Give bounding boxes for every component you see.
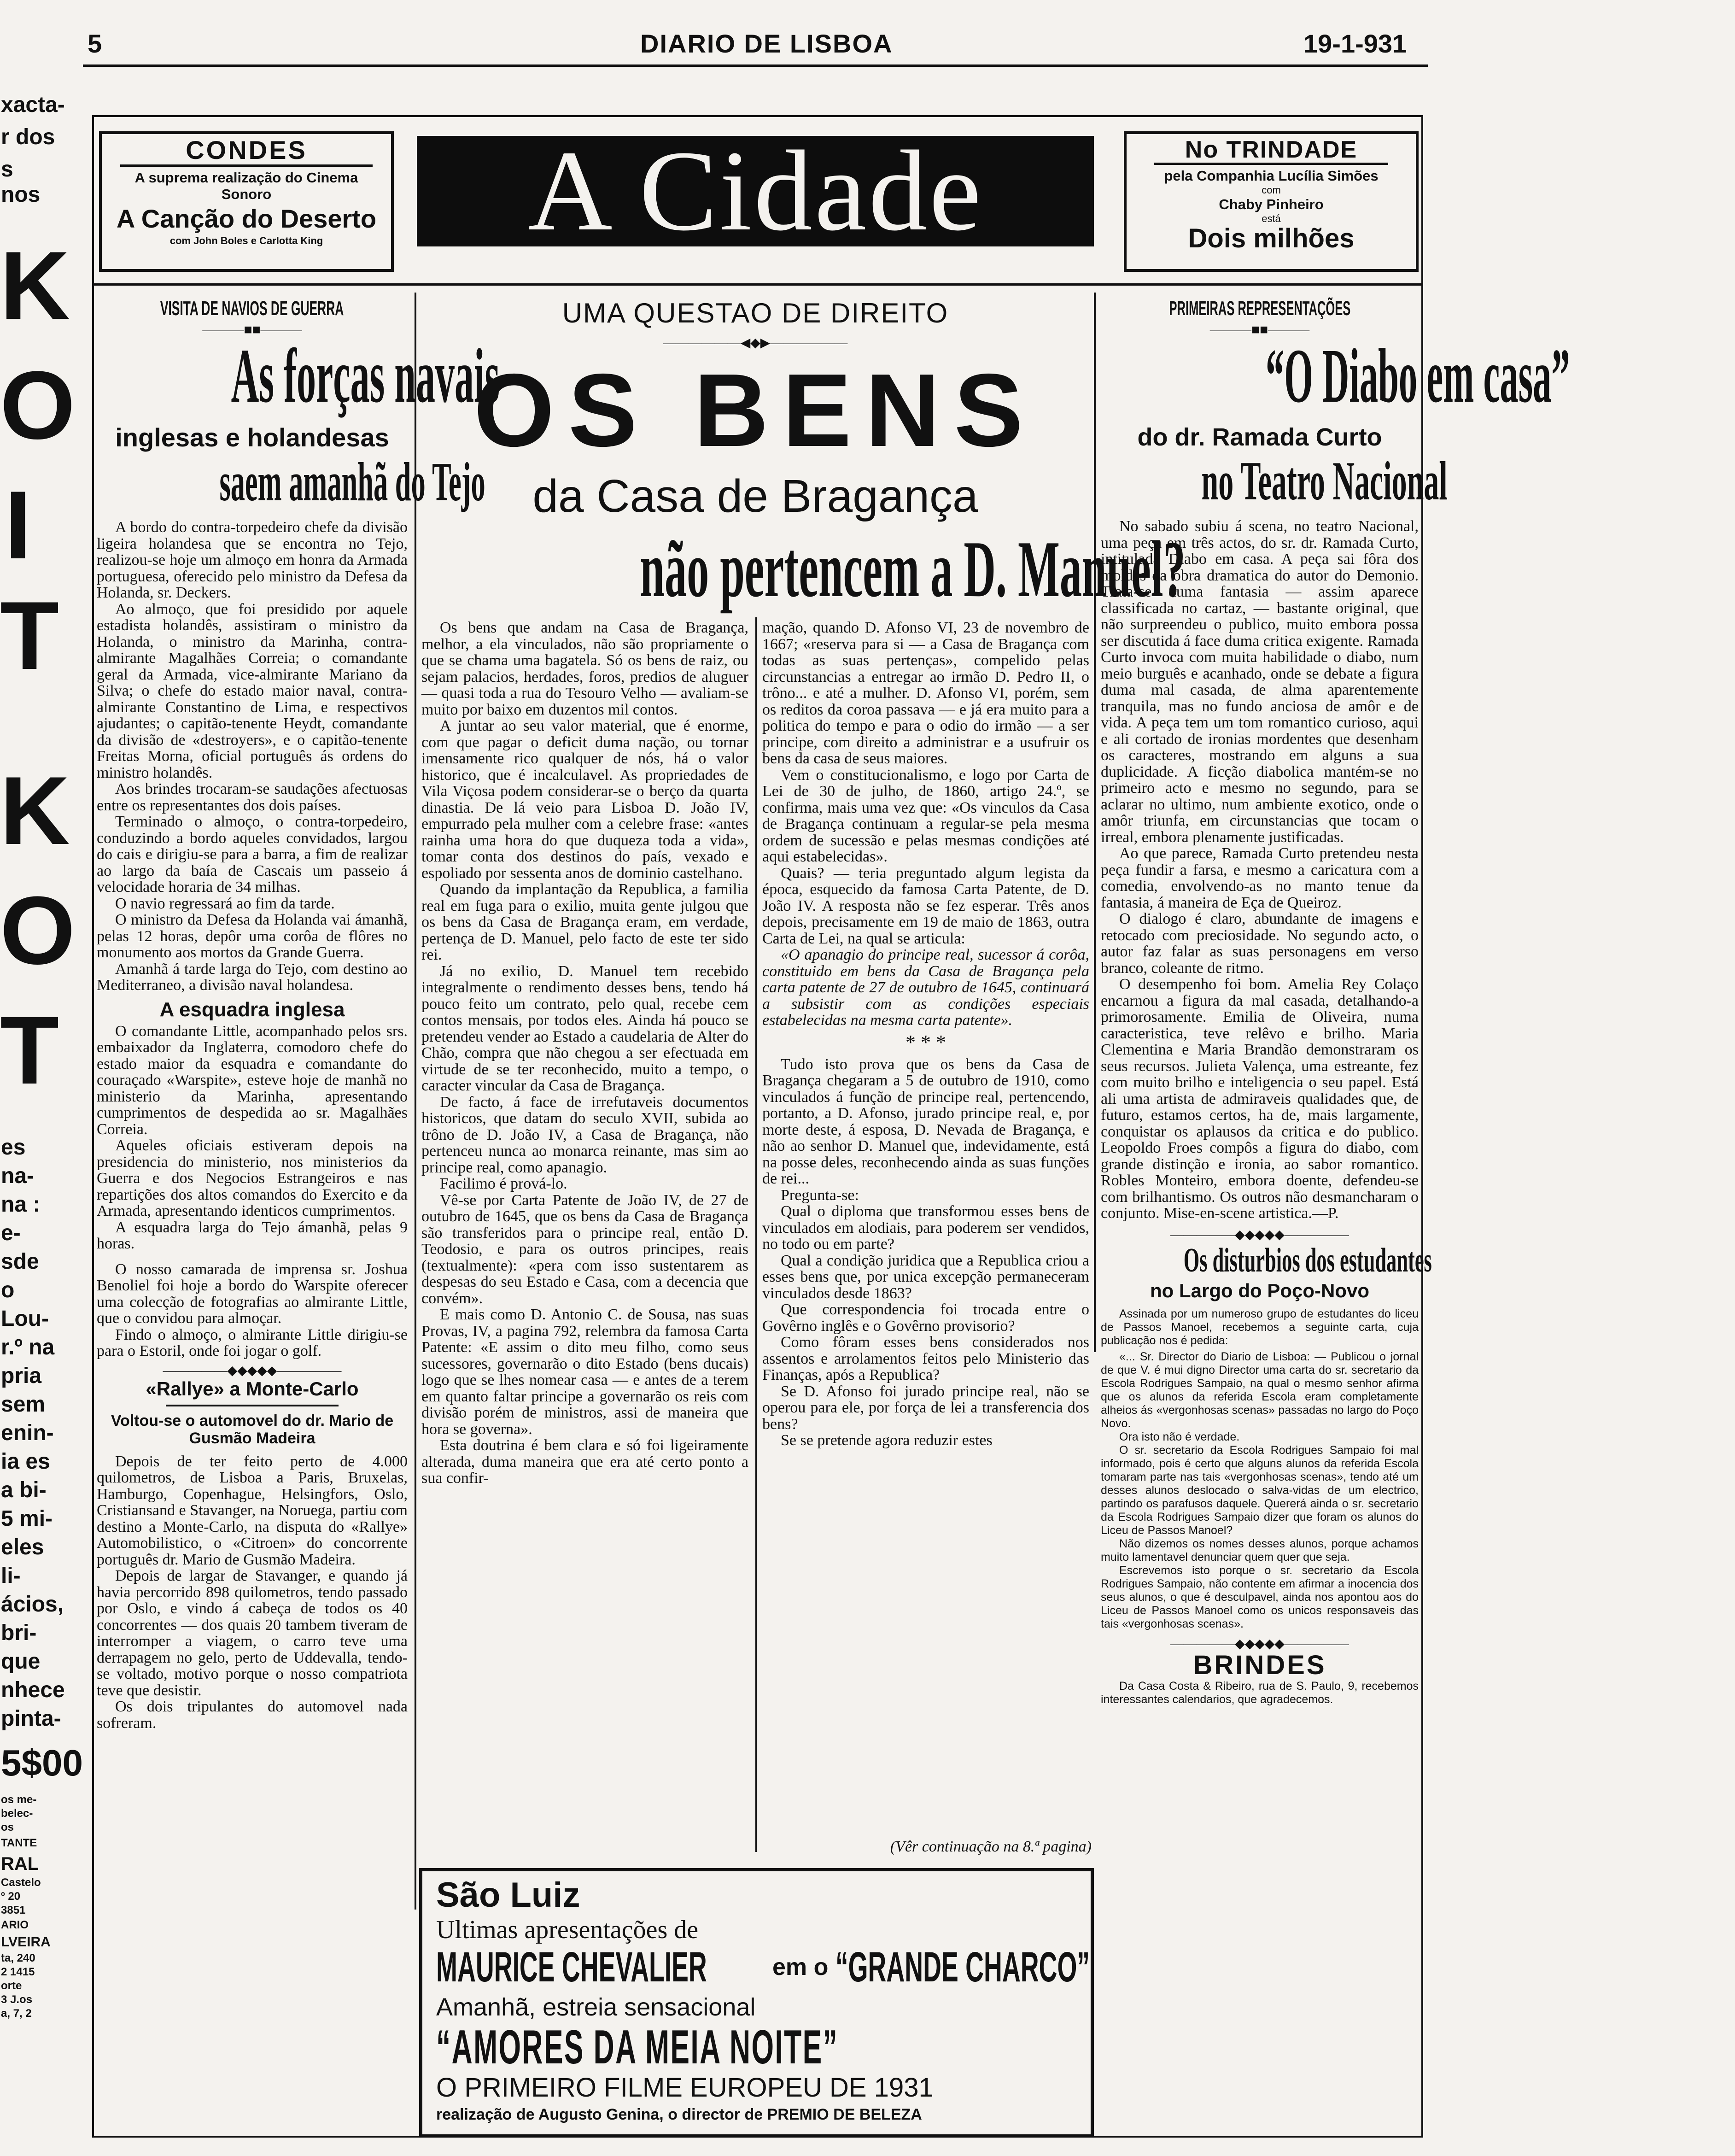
saoluiz-line2 xyxy=(436,1944,1090,1991)
disturbios-paragraph: Não dizemos os nomes desses alunos, porque achamos muito lamentavel denunciar quem quer que seja. xyxy=(1101,1537,1419,1564)
disturbios-separator: —————◆◆◆◆◆————— xyxy=(1170,1227,1349,1242)
column-divider xyxy=(755,617,757,1852)
bens-paragraph: A juntar ao seu valor material, que é enorme, com que pagar o deficit duma nação, ou tornar imensamente rico qualquer de nós, há o valor historico, que é incalculavel. As propriedades de Vila Viçosa podem considerar-se o berço da quarta dinastia. De lá veio para Lisboa D. João IV, empurrado pela mulher com a celebre frase: «antes rainha uma hora do que duqueza toda a vida», tomar conta dos destinos do país, vexado e espoliado por sessenta anos de dominio castelhano. xyxy=(421,717,748,882)
edge-fragment: bri- xyxy=(1,1621,37,1645)
bens-paragraph: Esta doutrina é bem clara e só foi ligeiramente alterada, duma maneira que era até certo ponto a sua confir- xyxy=(421,1437,748,1487)
issue-date: 19-1-931 xyxy=(1303,29,1407,58)
page-number: 5 xyxy=(88,29,102,58)
rallye-paragraph: Os dois tripulantes do automovel nada sofreram. xyxy=(97,1698,408,1732)
disturbios-paragraph: Ora isto não é verdade. xyxy=(1119,1430,1240,1443)
saoluiz-film2: “AMORES DA MEIA NOITE” xyxy=(436,2021,839,2074)
fleet-paragraph: Aqueles oficiais estiveram depois na presidencia do ministerio, nos ministerios da Guerra e dos Negocios Estrangeiros e nas repartições dos altos comandos do Exercito e da Armada, apresentando identicos cumprimentos. xyxy=(97,1137,408,1219)
edge-fragment: ia es xyxy=(1,1449,50,1474)
edge-fragment-list xyxy=(1,1133,83,2021)
english-fleet-body xyxy=(97,1023,408,1359)
navy-headline2-wrap xyxy=(97,451,485,512)
theatre-headline2: no Teatro Nacional xyxy=(1201,450,1448,511)
bens-paragraph: Se se pretende agora reduzir estes xyxy=(781,1432,993,1449)
bens-paragraph: mação, quando D. Afonso VI, 23 de novembro de 1667; «reserva para si — a Casa de Bragança com todas as suas pertenças», compelido pelas circunstancias a entregar ao irmão D. Pedro II, o trôno... e até a mulher. D. Afonso VI, porém, sem os reditos da coroa passava — e já era muito para a politica do tempo e para o odio do irmão — a ser principe, com direito a administrar e a usufruir os bens da casa de seus maiores. xyxy=(762,619,1089,767)
theatre-paragraph: No sabado subiu á scena, no teatro Nacional, uma peça em três actos, do sr. dr. Ramada Curto, intitulada Diabo em casa. A peça sai fôra dos moldes da obra dramatica do autor do Demonio. Trata-se duma fantasia — assim aparece classificada no cartaz, — bastante original, que não surpreendeu o publico, muito embora possa ser discutida á face duma critica exigente. Ramada Curto invoca com muita habilidade o diabo, num meio burguês e acanhado, onde se debate a figura duma mal casada, de alma aparentemente tranquila, mas no fundo anciosa de amôr e de vida. A peça tem um tom romantico curioso, aqui e ali cortado de ironias mordentes que desenham os caracteres, mostrando em alguns a sua duplicidade. A ficção diabolica mantém-se no primeiro acto e mesmo no segundo, para se aclarar no ultimo, num ambiente exotico, onde o amôr triunfa, em circunstancias que tocam o irreal, embora plenamente justificadas. xyxy=(1101,518,1419,846)
navy-paragraph: Ao almoço, que foi presidido por aquele estadista holandês, assistiram o ministro da Holanda, o ministro da Marinha, contra-almirante Magalhães Correia; o comandante geral da Armada, vice-almirante Mariano da Silva; o chefe do estado maior naval, contra-almirante Constantino de Lima, e respectivos ajudantes; o capitão-tenente Heydt, comandante da divisão de «destroyers», e o capitão-tenente Freitas Morna, oficial português ás ordens do ministro holandês. xyxy=(97,600,408,781)
brindes-separator: —————◆◆◆◆◆————— xyxy=(1170,1636,1349,1651)
masthead-box xyxy=(417,127,1094,255)
newspaper-name: DIARIO DE LISBOA xyxy=(640,29,893,58)
edge-fragment: ácios, xyxy=(1,1592,64,1617)
edge-big-letter: O xyxy=(0,876,76,984)
left-page-edge xyxy=(0,74,83,2101)
edge-fragment: es na- xyxy=(1,1135,34,1188)
bens-paragraph: E mais como D. Antonio C. de Sousa, nas suas Provas, IV, a pagina 792, relembra da famosa Carta Patente: «E assim o dito meu filho, como seus sucessores, governarão o dito Estado (bens ducais) logo que se lhes nomear casa — e antes de a terem em quanto faltar principe a governarão os reis com divisão porém de ministros, assi de maneira que hora se governa». xyxy=(421,1306,748,1438)
edge-fragment: xacta- xyxy=(1,93,65,117)
edge-fragment: Lou- xyxy=(1,1306,49,1331)
bens-paragraph: Qual a condição juridica que a Republica criou a esses bens que, por unica excepção permaneceram vinculados desde 1863? xyxy=(762,1252,1089,1302)
ad-trindade xyxy=(1124,131,1419,272)
edge-fragment: os xyxy=(1,1821,14,1834)
edge-fragment: os me- xyxy=(1,1793,37,1806)
edge-big-letter: T xyxy=(0,581,59,690)
condes-cast: com John Boles e Carlotta King xyxy=(169,235,323,246)
edge-fragment: pria xyxy=(1,1364,42,1388)
disturbios-paragraph: Escrevemos isto porque o sr. secretario da Escola Rodrigues Sampaio, não contente em afirmar a inocencia dos seus alunos, o que é desculpavel, ainda nos apontou aos do Liceu de Passos Manoel como os unicos responsaveis das tais «vergonhosas scenas». xyxy=(1101,1564,1419,1630)
navy-paragraph: O ministro da Defesa da Holanda vai ámanhã, pelas 12 horas, depôr uma corôa de flôres no monumento aos mortos da Grande Guerra. xyxy=(97,911,408,961)
disturbios-paragraph: Assinada por um numeroso grupo de estudantes do liceu de Passos Manoel, recebemos a seguinte carta, cuja publicação nos é pedida: xyxy=(1101,1307,1419,1347)
disturbios-paragraph: O sr. secretario da Escola Rodrigues Sampaio foi mal informado, pois é certo que alguns alunos da referida Escola tomaram parte nas tais «vergonhosas scenas», tendo até um desses alunos deslocado o salva-vidas de um electrico, partindo os parafusos daquele. Quererá ainda o sr. secretario da Escola Rodrigues Sampaio dizer que foram os alunos do Liceu de Passos Manoel? xyxy=(1101,1443,1419,1537)
edge-fragment: nhece xyxy=(1,1678,65,1702)
theatre-body xyxy=(1101,518,1419,1222)
center-headline: OS BENS xyxy=(473,352,1037,468)
ad-sao-luiz xyxy=(419,1868,1094,2138)
navy-headline: As forças navais xyxy=(231,333,500,419)
bens-paragraph: Facilimo é prová-lo. xyxy=(440,1175,567,1192)
trindade-line3: Chaby Pinheiro xyxy=(1219,196,1324,212)
edge-fragment: belec- xyxy=(1,1807,33,1820)
rallye-body xyxy=(97,1453,408,1732)
navy-paragraph: Amanhã á tarde larga do Tejo, com destino ao Mediterraneo, a divisão naval holandesa. xyxy=(97,960,408,994)
edge-big-letter: K xyxy=(0,756,70,865)
navy-paragraph: Terminado o almoço, o contra-torpedeiro, conduzindo a bordo aqueles convidados, largou do cais e dirigiu-se para a barra, a fim de realizar ao largo da baía de Cascais um passeio á velocidade horaria de 34 milhas. xyxy=(97,813,408,896)
edge-fragment: pinta- xyxy=(1,1706,61,1731)
edge-fragment: a bi- xyxy=(1,1478,47,1502)
theatre-article xyxy=(1101,297,1570,1706)
header-rule xyxy=(83,64,1428,67)
trindade-line4: está xyxy=(1262,213,1281,224)
center-ornament: ——————◀◆▶—————— xyxy=(663,336,848,350)
edge-fragment: 5$00 xyxy=(1,1742,83,1783)
theatre-paragraph: O dialogo é claro, abundante de imagens e retocado com preciosidade. No segundo acto, o autor faz falar as suas personagens em verso branco, coleante de ritmo. xyxy=(1101,910,1419,977)
condes-line1: A suprema realização do Cinema xyxy=(134,170,358,186)
rallye-separator: —————◆◆◆◆◆————— xyxy=(163,1363,342,1378)
theatre-kicker-wrap xyxy=(1101,297,1419,320)
bens-paragraph: Já no exilio, D. Manuel tem recebido integralmente o rendimento desses bens, tendo há pouco feito um contrato, pelo qual, recebe cem contos mensais, por todos eles. Ainda há pouco se pretendeu vender ao Estado a caudelaria de Alter do Chão, compra que não chegou a ser efectuada em virtude de se ter reconhecido, muito a tempo, o caracter vincular da Casa de Bragança. xyxy=(421,962,748,1094)
theatre-sub: do dr. Ramada Curto xyxy=(1137,423,1382,451)
edge-fragment: eles li- xyxy=(1,1535,44,1588)
trindade-title: No TRINDADE xyxy=(1154,137,1388,165)
bens-paragraph: Quando da implantação da Republica, a familia real em fuga para o exilio, muita gente julgou que os bens da Casa de Bragança eram, em verdade, pertença de D. Manuel, pelo facto de este ter sido rei. xyxy=(421,881,748,963)
navy-headline-wrap xyxy=(97,333,500,419)
saoluiz-line1: Ultimas apresentações de xyxy=(436,1916,699,1944)
edge-fragment: 2 1415 xyxy=(1,1966,35,1978)
edge-fragment: orte xyxy=(1,1980,22,1992)
edge-fragment: RAL xyxy=(1,1854,39,1874)
disturbios-sub: no Largo do Poço-Novo xyxy=(1150,1279,1369,1301)
bens-paragraph: Os bens que andam na Casa de Bragança, melhor, a ela vinculados, não são propriamente o que se chama uma bagatela. Só os bens de raiz, ou sejam palacios, herdades, foros, predios de aluguer — quasi toda a rua do Tesouro Velho — avaliam-se muito por baixo em duzentos mil contos. xyxy=(421,619,748,718)
navy-body xyxy=(97,519,408,994)
navy-kicker-wrap xyxy=(97,297,408,320)
edge-big-letter: K xyxy=(0,231,70,340)
edge-fragment: a, 7, 2 xyxy=(1,2007,32,2020)
fleet-paragraph: O nosso camarada de imprensa sr. Joshua Benoliel foi hoje a bordo do Warspite oferecer uma colecção de fotografias ao almirante Little, que o convidou para almoçar. xyxy=(97,1260,408,1327)
navy-headline2: saem amanhã do Tejo xyxy=(219,451,485,512)
rallye-subtitle: Voltou-se o automovel do dr. Mario de Gusmão Madeira xyxy=(111,1412,394,1447)
rallye-rule xyxy=(166,1405,339,1406)
edge-big-letter: T xyxy=(0,996,59,1104)
navy-paragraph: O navio regressará ao fim da tarde. xyxy=(115,895,335,912)
bens-paragraph: «O apanagio do principe real, sucessor á corôa, constituido em bens da Casa de Bragança pela carta patente de 27 de outubro de 1645, continuará a subsistir com as condições especiais estabelecidas na mesma carta patente». xyxy=(762,946,1089,1029)
navy-sub: inglesas e holandesas xyxy=(115,423,389,452)
navy-kicker: VISITA DE NAVIOS DE GUERRA xyxy=(160,297,344,320)
navy-paragraph: Aos brindes trocaram-se saudações afectuosas entre os representantes dos dois países. xyxy=(97,780,408,814)
rallye-title: «Rallye» a Monte-Carlo xyxy=(146,1377,359,1400)
trindade-line2: com xyxy=(1262,184,1281,196)
saoluiz-film1: “GRANDE CHARCO” xyxy=(835,1944,1090,1991)
english-fleet-subhead: A esquadra inglesa xyxy=(159,998,345,1021)
edge-fragment: º 20 xyxy=(1,1890,21,1903)
saoluiz-title: São Luiz xyxy=(436,1875,580,1915)
bens-paragraph: Tudo isto prova que os bens da Casa de Bragança chegaram a 5 de outubro de 1910, como vinculados á função de principe real, pertencendo, portanto, a D. Afonso, jurado principe real, e, por morte deste, á esposa, D. Nevada de Bragança, e não ao senhor D. Manuel que, indevidamente, está na posse deles, reconhecendo ainda as suas funções de rei... xyxy=(762,1055,1089,1187)
disturbios-body xyxy=(1101,1307,1419,1631)
saoluiz-line5: O PRIMEIRO FILME EUROPEU DE 1931 xyxy=(436,2073,934,2103)
saoluiz-line6: realização de Augusto Genina, o director de PREMIO DE BELEZA xyxy=(436,2106,922,2123)
edge-fragment: na : e- xyxy=(1,1192,41,1245)
theatre-kicker: PRIMEIRAS REPRESENTAÇÕES xyxy=(1169,297,1350,320)
bens-paragraph: Se D. Afonso foi jurado principe real, não se operou para ele, por força de lei a transferencia dos bens? xyxy=(762,1383,1089,1433)
rallye-paragraph: Depois de ter feito perto de 4.000 quilometros, de Lisboa a Paris, Bruxelas, Hamburgo, Copenhague, Helsingfors, Oslo, Cristiansand e Stavanger, na Noruega, partiu com destino a Monte-Carlo, na disputa do «Rallye» Automobilistico, o «Citroen» do concorrente português dr. Mario de Gusmão Madeira. xyxy=(97,1453,408,1568)
bens-paragraph: Como fôram esses bens considerados nos assentos e arrolamentos feitos pelo Ministerio das Finanças, após a Republica? xyxy=(762,1334,1089,1383)
column-divider xyxy=(1094,293,1096,1352)
saoluiz-line3: Amanhã, estreia sensacional xyxy=(436,1993,756,2021)
masthead-title: A Cidade xyxy=(527,127,983,255)
theatre-headline-wrap xyxy=(1101,333,1570,419)
edge-fragment: 3851 xyxy=(1,1904,26,1916)
saoluiz-star: MAURICE CHEVALIER xyxy=(436,1944,707,1991)
column-divider xyxy=(415,293,416,1910)
edge-fragment: ta, 240 xyxy=(1,1952,35,1964)
bens-paragraph: Pregunta-se: xyxy=(781,1186,859,1204)
continued-note: (Vêr continuação na 8.ª pagina) xyxy=(890,1838,1092,1855)
edge-fragment: Castelo xyxy=(1,1876,41,1889)
edge-fragment: LVEIRA xyxy=(1,1934,51,1950)
trindade-line1: pela Companhia Lucília Simões xyxy=(1164,168,1379,184)
edge-fragment: sde o xyxy=(1,1249,39,1302)
condes-line2: Sonoro xyxy=(221,186,272,202)
theatre-headline: “O Diabo em casa” xyxy=(1265,333,1570,419)
center-kicker: UMA QUESTAO DE DIREITO xyxy=(562,298,949,328)
navy-ornament: ———■■——— xyxy=(202,322,302,337)
center-headline2: não pertencem a D. Manuel? xyxy=(640,524,1186,614)
ad-condes xyxy=(99,131,394,272)
disturbios-paragraph: «... Sr. Director do Diario de Lisboa: — Publicou o jornal de que V. é mui digno Director uma carta do sr. secretario da Escola Rodrigues Sampaio, na qual o mesmo senhor afirma que os alunos da referida Escola eram completamente alheios ás «vergonhosas scenas» passadas no largo do Poço Novo. xyxy=(1101,1350,1419,1430)
navy-article xyxy=(97,297,500,1732)
fleet-paragraph: Findo o almoço, o almirante Little dirigiu-se para o Estoril, onde foi jogar o golf. xyxy=(97,1326,408,1359)
center-sub: da Casa de Bragança xyxy=(532,470,978,522)
edge-big-letter: O xyxy=(0,351,76,459)
saoluiz-line4-wrap xyxy=(436,2021,1077,2074)
saoluiz-line2-join: em o xyxy=(772,1954,829,1980)
edge-fragment: s nos xyxy=(1,157,41,207)
disturbios-title-wrap xyxy=(1101,1241,1432,1279)
disturbios-title: Os disturbios dos estudantes xyxy=(1183,1241,1432,1279)
edge-fragment: 3 J.os xyxy=(1,1993,33,2006)
condes-film: A Canção do Deserto xyxy=(116,204,377,233)
theatre-paragraph: O desempenho foi bom. Amelia Rey Colaço encarnou a figura da mal casada, detalhando-a primorosamente. Emilia de Oliveira, numa caracteristica, teve relêvo e brilho. Maria Clementina e Maria Brandão demonstraram os seus recursos. Julieta Valença, uma estreante, fez com muito brilho e inteligencia o seu papel. Está ali uma artista de admiraveis qualidades que, de futuro, estamos certos, ha de, mais largamente, conquistar os aplausos da critica e do publico. Leopoldo Froes compôs a figura do diabo, com grande distinção e ironia, ao sabor romantico. Robles Monteiro, embora doente, defendeu-se com brilhantismo. Os outros não desmancharam o conjunto. Mise-en-scene artistica.—P. xyxy=(1101,976,1419,1222)
brindes-text: Da Casa Costa & Ribeiro, rua de S. Paulo, 9, recebemos interessantes calendarios, que agradecemos. xyxy=(1101,1679,1419,1706)
bens-paragraph: Vê-se por Carta Patente de João IV, de 27 de outubro de 1645, que os bens da Casa de Bragança são transferidos para o principe real, então D. Teodosio, e para os outros principes, reais (textualmente): «pera com isso sustentarem as despesas do seu Estado e Casa, com a decencia que convém». xyxy=(421,1191,748,1307)
edge-fragment: ARIO xyxy=(1,1919,29,1931)
bens-column-a xyxy=(421,620,748,1859)
edge-fragment: sem xyxy=(1,1392,46,1417)
edge-fragment: enin- xyxy=(1,1421,54,1445)
bens-column-b xyxy=(762,620,1089,1831)
theatre-paragraph: Ao que parece, Ramada Curto pretendeu nesta peça fundir a farsa, e mesmo a caricatura com a comedia, envolvendo-as no manto tenue da fantasia, á maneira de Eça de Queiroz. xyxy=(1101,845,1419,911)
edge-fragment: TANTE xyxy=(1,1837,37,1849)
trindade-play: Dois milhões xyxy=(1188,223,1355,253)
center-headline2-wrap xyxy=(417,524,1186,614)
edge-fragment: que xyxy=(1,1649,41,1674)
bens-paragraph: Quais? — teria preguntado algum legista da época, esquecido da famosa Carta Patente, de D. João IV. A resposta não se fez esperar. Três anos depois, precisamente em 19 de maio de 1863, outra Carta de Lei, na qual se articula: xyxy=(762,864,1089,947)
edge-fragment: 5 mi- xyxy=(1,1506,53,1531)
brindes-title: BRINDES xyxy=(1193,1650,1326,1680)
bens-paragraph: Qual o diploma que transformou esses bens de vinculados em alodiais, para poderem ser vendidos, no todo ou em parte? xyxy=(762,1203,1089,1253)
bens-stars: * * * xyxy=(905,1031,946,1054)
bens-paragraph: Que correspondencia foi trocada entre o Govêrno inglês e o Govêrno provisorio? xyxy=(762,1301,1089,1335)
rallye-paragraph: Depois de largar de Stavanger, e quando já havia percorrido 898 quilometros, tendo passado por Oslo, e vindo á cabeça de todos os 40 concorrentes — dos quais 20 tambem tiveram de interromper a viagem, o carro teve uma derrapagem no gelo, perto de Uddevalla, tendo-se voltado, motivo porque o nosso compatriota teve que desistir. xyxy=(97,1567,408,1699)
masthead-rule xyxy=(92,283,1423,286)
theatre-ornament: ———■■——— xyxy=(1209,322,1310,337)
fleet-paragraph: O comandante Little, acompanhado pelos srs. embaixador da Inglaterra, comodoro chefe do estado maior da esquadra e comandante do couraçado «Warspite», esteve hoje de manhã no ministerio da Marinha, apresentando cumprimentos de despedida ao sr. Magalhães Correia. xyxy=(97,1022,408,1138)
bens-paragraph: De facto, á face de irrefutaveis documentos historicos, que datam do seculo XVII, subida ao trôno de D. João IV, a Casa de Bragança, não pertenceu nunca ao monarca reinante, mas sim ao principe real, como apanagio. xyxy=(421,1093,748,1176)
condes-title: CONDES xyxy=(120,136,373,167)
edge-big-letter: I xyxy=(5,471,32,579)
navy-paragraph: A bordo do contra-torpedeiro chefe da divisão ligeira holandesa que se encontra no Tejo, realizou-se hoje um almoço em honra da Armada portuguesa, oferecido pelo ministro da Defesa da Holanda, sr. Deckers. xyxy=(97,519,408,601)
fleet-paragraph: A esquadra larga do Tejo ámanhã, pelas 9 horas. xyxy=(97,1219,408,1252)
bens-paragraph: Vem o constitucionalismo, e logo por Carta de Lei de 30 de julho, de 1860, artigo 24.º, se confirma, mais uma vez que: «Os vinculos da Casa de Bragança continuam a regular-se pela mesma ordem de sucessão e pelas mesmas condições até aqui estabelecidas». xyxy=(762,766,1089,865)
edge-fragment: r dos xyxy=(1,125,55,149)
theatre-headline2-wrap xyxy=(1101,450,1448,511)
edge-fragment: r.º na xyxy=(1,1335,55,1359)
